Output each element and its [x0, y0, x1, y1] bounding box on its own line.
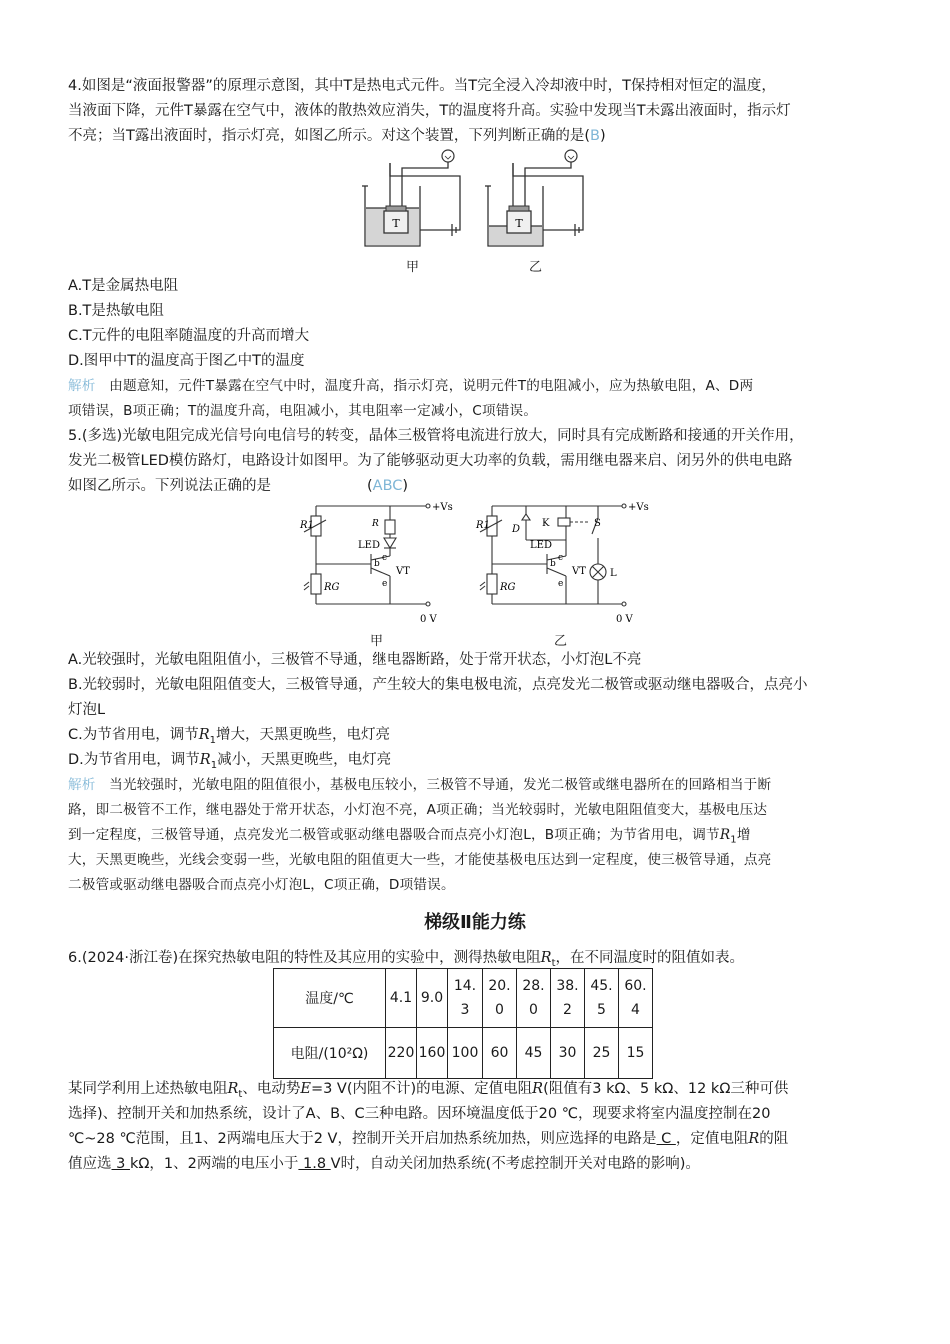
table-cell: 220	[386, 1028, 417, 1079]
table-cell: 20. 0	[483, 969, 517, 1028]
q5-figure-b	[472, 498, 662, 626]
q6-line-3: 选择)、控制开关和加热系统，设计了A、B、C三种电路。因环境温度低于20 ℃，现要求将室内温度控制在20	[68, 1106, 771, 1122]
q6-line-2-c: =3 V(内阻不计)的电源、定值电阻	[310, 1081, 533, 1097]
q6-answer-3: 1.8	[298, 1156, 331, 1172]
q4-answer: B	[590, 128, 600, 144]
q5a-zero: 0 V	[420, 614, 437, 625]
q4-line-3-text: 不亮；当T露出液面时，指示灯亮，如图乙所示。对这个装置，下列判断正确的是(	[68, 128, 591, 144]
q4-caption-a: 甲	[406, 260, 420, 275]
table-cell: 28. 0	[517, 969, 551, 1028]
q5b-c: c	[558, 553, 564, 563]
q5a-c: c	[382, 553, 388, 563]
q4-figure-b	[483, 148, 603, 256]
q6-rt-var: R	[540, 950, 552, 966]
q5-analysis-4: 大，天黑更晚些，光线会变弱一些，光敏电阻的阻值更大一些，才能使基极电压达到一定程度，使三极管导通，点亮	[68, 852, 772, 868]
q6-answer-1: C	[656, 1131, 676, 1147]
table-row-temp	[274, 969, 653, 1028]
q5-analysis-text-1: 当光较强时，光敏电阻的阻值很小，基极电压较小，三极管不导通，发光二极管或继电器所在的回路相当于断	[109, 777, 772, 793]
q5-line-3: 如图乙所示。下列说法正确的是 (ABC)	[68, 478, 409, 494]
q4-option-d: D.图甲中T的温度高于图乙中T的温度	[68, 353, 305, 369]
q5b-rg: RG	[500, 582, 516, 593]
q6-data-table	[273, 968, 653, 1079]
section-title: 梯级Ⅱ能力练	[424, 912, 526, 933]
q6-line-5-a: 值应选	[68, 1156, 112, 1172]
q5-option-d-var: R	[199, 752, 211, 768]
q6-line-4-b: ，定值电阻	[675, 1131, 749, 1147]
q4-option-c: C.T元件的电阻率随温度的升高而增大	[68, 328, 310, 344]
q5-answer: ABC	[372, 478, 403, 494]
q6-line-1: 6.(2024·浙江卷)在探究热敏电阻的特性及其应用的实验中，测得热敏电阻$R_t$，在不同温度时的阻值如表。	[68, 950, 745, 969]
q5b-k: K	[542, 518, 550, 529]
q6-line-4: ℃~28 ℃范围，且1、2两端电压大于2 V，控制开关开启加热系统加热，则应选择的电路是 C ，定值电阻R的阻	[68, 1131, 789, 1147]
q5-option-c-pre: C.为节省用电，调节	[68, 727, 199, 743]
table-cell: 14. 3	[448, 969, 483, 1028]
q5b-led: LED	[530, 540, 552, 551]
q6-line-5-b: kΩ，1、2两端的电压小于	[129, 1156, 299, 1172]
table-cell: 30	[551, 1028, 585, 1079]
q5b-b: b	[550, 559, 556, 569]
q4-line-2: 当液面下降，元件T暴露在空气中，液体的散热效应消失，T的温度将升高。实验中发现当T未露出液面时，指示灯	[68, 103, 791, 119]
q5a-vt: VT	[396, 566, 410, 577]
q5-figure-a	[296, 498, 461, 626]
q5b-s: S	[594, 518, 601, 529]
q4-option-a: A.T是金属热电阻	[68, 278, 179, 294]
q5-line-1: 5.(多选)光敏电阻完成光信号向电信号的转变，晶体三极管将电流进行放大，同时具有完成断路和接通的开关作用，	[68, 428, 804, 444]
q6-line-2-b: 、电动势	[242, 1081, 301, 1097]
q5-analysis-2: 路，即二极管不工作，继电器处于常开状态，小灯泡不亮，A项正确；当光较弱时，光敏电阻阻值变大，基极电压达	[68, 802, 768, 818]
table-header-res: 电阻/(10²Ω)	[274, 1028, 386, 1079]
table-cell: 60	[483, 1028, 517, 1079]
q4-elem-label-b: T	[515, 217, 523, 230]
q5a-b: b	[374, 559, 380, 569]
q5-option-d-post: 减小，天黑更晚些，电灯亮	[217, 752, 392, 768]
q4-analysis-label: 解析	[68, 378, 96, 394]
q5a-vs: +Vs	[432, 502, 453, 513]
q5b-l: L	[610, 568, 617, 579]
q4-caption-b: 乙	[529, 260, 543, 275]
q4-figure	[360, 148, 480, 256]
q5-option-d: D.为节省用电，调节$R_1$减小，天黑更晚些，电灯亮	[68, 752, 392, 771]
table-cell: 45	[517, 1028, 551, 1079]
q5-option-b-2: 灯泡L	[68, 702, 106, 718]
q5-analysis-label: 解析	[68, 777, 96, 793]
q5a-led: LED	[358, 540, 380, 551]
q5-option-a: A.光较强时，光敏电阻阻值小，三极管不导通，继电器断路，处于常开状态，小灯泡L不亮	[68, 652, 642, 668]
q4-analysis-1	[68, 374, 888, 398]
q6-answer-2: 3	[111, 1156, 130, 1172]
q5b-d: D	[512, 524, 521, 535]
q4-analysis-2: 项错误，B项正确；T的温度升高，电阻减小，其电阻率一定减小，C项错误。	[68, 403, 538, 419]
q5-option-c-var: R	[198, 727, 210, 743]
table-cell: 160	[417, 1028, 448, 1079]
table-cell: 100	[448, 1028, 483, 1079]
q5-option-c: C.为节省用电，调节$R_1$增大，天黑更晚些，电灯亮	[68, 727, 391, 746]
q5b-vt: VT	[572, 566, 586, 577]
q5-analysis-5: 二极管或驱动继电器吸合而点亮小灯泡L，C项正确，D项错误。	[68, 877, 455, 893]
q5-option-b-1: B.光较弱时，光敏电阻阻值变大，三极管导通，产生较大的集电极电流，点亮发光二极管或驱动继电器吸合，点亮小	[68, 677, 808, 693]
q5b-zero: 0 V	[616, 614, 633, 625]
q5b-r1: R1	[476, 520, 490, 531]
q6-line-5	[68, 1152, 888, 1176]
table-cell: 25	[585, 1028, 619, 1079]
q5-caption-a: 甲	[370, 634, 384, 649]
q4-line-1: 4.如图是“液面报警器”的原理示意图，其中T是热电式元件。当T完全浸入冷却液中时，T保持相对恒定的温度，	[68, 78, 776, 94]
q5-analysis-text-3-post: 增	[736, 827, 751, 843]
q6-line-4-c: 的阻	[759, 1131, 789, 1147]
q4-analysis-text-1: 由题意知，元件T暴露在空气中时，温度升高，指示灯亮，说明元件T的电阻减小，应为热敏电阻，A、D两	[109, 378, 754, 394]
q5-option-c-post: 增大，天黑更晚些，电灯亮	[216, 727, 391, 743]
q5-analysis-text-3: 到一定程度，三极管导通，点亮发光二极管或驱动继电器吸合而点亮小灯泡L，B项正确；为节省用电，调节	[68, 827, 720, 843]
table-cell: 15	[619, 1028, 653, 1079]
q5b-e: e	[558, 579, 564, 589]
q6-line-2-a: 某同学利用上述热敏电阻	[68, 1081, 228, 1097]
q5-analysis-1	[68, 773, 888, 797]
q5a-r1: R1	[300, 520, 314, 531]
q5-caption-b: 乙	[554, 634, 568, 649]
q5a-rg: RG	[324, 582, 340, 593]
q6-line-1-pre: 6.(2024·浙江卷)在探究热敏电阻的特性及其应用的实验中，测得热敏电阻	[68, 950, 541, 966]
table-header-temp: 温度/℃	[274, 969, 386, 1028]
q4-line-3	[68, 124, 888, 148]
table-row-res	[274, 1028, 653, 1079]
q4-elem-label-a: T	[392, 217, 400, 230]
q6-line-5-c: V时，自动关闭加热系统(不考虑控制开关对电路的影响)。	[330, 1156, 700, 1172]
table-cell: 9.0	[417, 969, 448, 1028]
q6-line-2-d: (阻值有3 kΩ、5 kΩ、12 kΩ三种可供	[543, 1081, 789, 1097]
q5-line-3-text: 如图乙所示。下列说法正确的是	[68, 478, 271, 494]
q4-line-3-close: )	[599, 128, 606, 144]
table-cell: 4.1	[386, 969, 417, 1028]
q5-line-2: 发光二极管LED模仿路灯，电路设计如图甲。为了能够驱动更大功率的负载，需用继电器来启、闭另外的供电电路	[68, 453, 793, 469]
q5-option-d-pre: D.为节省用电，调节	[68, 752, 200, 768]
table-cell: 45. 5	[585, 969, 619, 1028]
q6-line-4-a: ℃~28 ℃范围，且1、2两端电压大于2 V，控制开关开启加热系统加热，则应选择的电路是	[68, 1131, 657, 1147]
table-cell: 38. 2	[551, 969, 585, 1028]
table-cell: 60. 4	[619, 969, 653, 1028]
q6-line-2: 某同学利用上述热敏电阻$R_t$、电动势E=3 V(内阻不计)的电源、定值电阻R(阻值有3 kΩ、5 kΩ、12 kΩ三种可供	[68, 1081, 789, 1100]
q5a-rl: R	[372, 519, 379, 529]
q5b-vs: +Vs	[628, 502, 649, 513]
q4-option-b: B.T是热敏电阻	[68, 303, 164, 319]
q6-line-1-post: ，在不同温度时的阻值如表。	[555, 950, 745, 966]
q5-analysis-3: 到一定程度，三极管导通，点亮发光二极管或驱动继电器吸合而点亮小灯泡L，B项正确；为节省用电，调节$R_1$增	[68, 827, 751, 846]
q5-analysis-var: R	[719, 827, 731, 843]
q5a-e: e	[382, 579, 388, 589]
